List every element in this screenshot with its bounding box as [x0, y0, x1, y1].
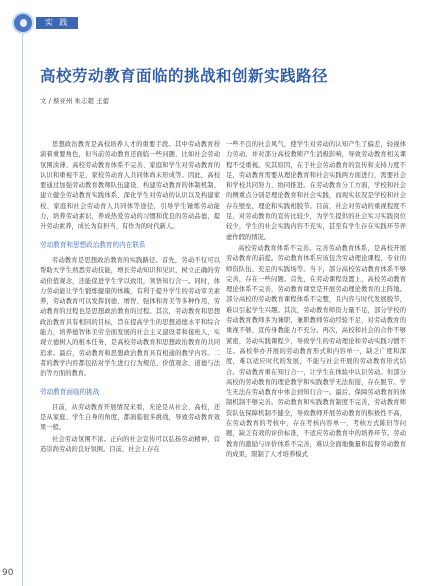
right-column — [226, 140, 406, 461]
section-tag: 实 践 — [36, 17, 78, 29]
article-title: 高校劳动教育面临的挑战和创新实践路径 — [40, 66, 329, 85]
page-number: 90 — [2, 568, 14, 578]
journal-logo-icon — [12, 12, 34, 34]
abstract-paragraph: 思想政治教育是高校培养人才的重要手段。其中劳动教育扮演着重要角色，但当前劳动教育还面临一些问题，比如社会劳动氛围淡薄、高校劳动教育体系不完善、家庭和学生对劳动教育的认识和重视不足、家校劳动育人共同体尚未形成等。因此，高校要通过加强劳动教育教师队伍建设、构建劳动教育的体制机制、建立健全劳动教育实践体系、深化学生对劳动的认识以及构建家校、家庭和社会劳动育人共同体等途径，引导学生锤炼劳动能力，培养劳动素识，养成热爱劳动的习惯和优良的劳动品德，提升劳动素养，成长为有担当、有作为的时代新人。 — [40, 141, 220, 231]
section-heading-relationship: 劳动教育和思想政治教育的内在联系 — [40, 240, 146, 249]
page-margin-rule — [22, 14, 23, 586]
body-paragraph: 高校劳动教育体系不完善。完善劳动教育体系，是高校开展劳动教育的前提。劳动教育体系应该包含劳动理论课程、专业的师资队伍、充足的实践场等。当下，部分高校劳动教育体系不够完善，存在一些问题。首先，在劳动课程设置上，高校劳动教育理论体系不完善，劳动教育课堂是开展劳动理论教育的主阵地。部分高校的劳动教育课程体系不完整，且内容与时代发展脱节，难以引起学生兴趣。其次，劳动教育师资力量不足，部分学校的劳动教育教师多为兼职，兼职教师劳动经验不足，对劳动教育的重视不够，宣传身教能力不充分。再次，高校和社会的合作不够紧密，劳动实践课程少，导致学生的劳动理论和劳动实践习惯不足。高校举办开展的劳动教育形式和内容单一，缺乏广度和深度，难以适应时代的发展，不能与社会开展的劳动教育形式结合。劳动教育重在知行合一，让学生在体验中认识劳动。但部分高校的劳动教育的理论教学和实践教学无法衔接，存在脱节。学生无法在劳动教育中体会到知行合一。最后，保障劳动教育的体制机制不够完善。劳动教育和实践教育制度不完善，劳动教育师资队伍保障机制不健全，导致教师开展劳动教育的积极性不高，在劳动教育的考核中，存在考核内容单一、考核方式陈旧等问题，缺乏有效的评价标准，不适应劳动教育中的培养环节。劳动教育的激励与评价体系不完善，难以全面地衡量和监督劳动教育的成果，限制了人才培养模式 — [226, 244, 406, 458]
body-paragraph: 劳动教育是思想政治教育的实践路径。首先，劳动不仅可以帮助大学生熟悉劳动技能，增长劳动知识和见识，树立正确的劳动价值观念，还能促进学生学以致用，领悟知行合一。同时，体力劳动能让学生锻炼健康的体魄，有利于提升学生的劳动审美素养，劳动教育可以发挥润德、增智、强体和育美等多种作用，劳动教育的过程也是思想政治教育的过程。其次，劳动教育和思想政治教育具有相同的目标，旨在提高学生的思想道德水平和综合能力，培养德智体美劳全面发展的社会主义建设者和接班人，实现立德树人的根本任务，是高校劳动教育和思想政治教育的共同追求。最后，劳动教育和思想政治教育具有相通的教学内容。二者的教学内容都包括对学生进行行为规范、价值观念、道德与法治等方面的教育。 — [40, 256, 220, 378]
section-heading-challenges: 劳动教育面临的挑战 — [40, 387, 100, 396]
body-paragraph: 一些不良的社会风气，使学生对劳动的认知产生了偏差，轻视体力劳动，并对部分高校教师产生消极影响，导致劳动教育相关课程不受重视。究其原因，在于社会劳动教育的宣传和支持力度不足，劳动教育需要从理论教育和社会实践两方面进行，需要社会和学校共同努力、协同推进。在劳动教育分工方面，学校和社会的侧重点分别是理论教育和社会实践，而现实状况是学校和社会存在壁垒，理论和实践相脱节。目前，社会对劳动的重视程度不足，对劳动教育的宣传比较少，为学生提供的社会实习实践岗位较少，学生的社会实践内容不充实，甚至有学生存在实践环节弄虚作假的情况。 — [226, 141, 406, 241]
article-byline: 文 / 蔡亚州 朱志超 王蕾 — [40, 97, 109, 105]
body-paragraph: 目前，从劳动教育开展情况来看，无论是从社会、高校，还是从家庭、学生自身的角度，都面临很多挑战，导致劳动教育效果一般。 — [40, 403, 220, 432]
left-column — [40, 140, 220, 456]
body-paragraph: 社会劳动氛围不浓。正向的社会宣传可以弘扬劳动精神，营造崇尚劳动的良好氛围。目前，社会上存在 — [40, 435, 220, 454]
